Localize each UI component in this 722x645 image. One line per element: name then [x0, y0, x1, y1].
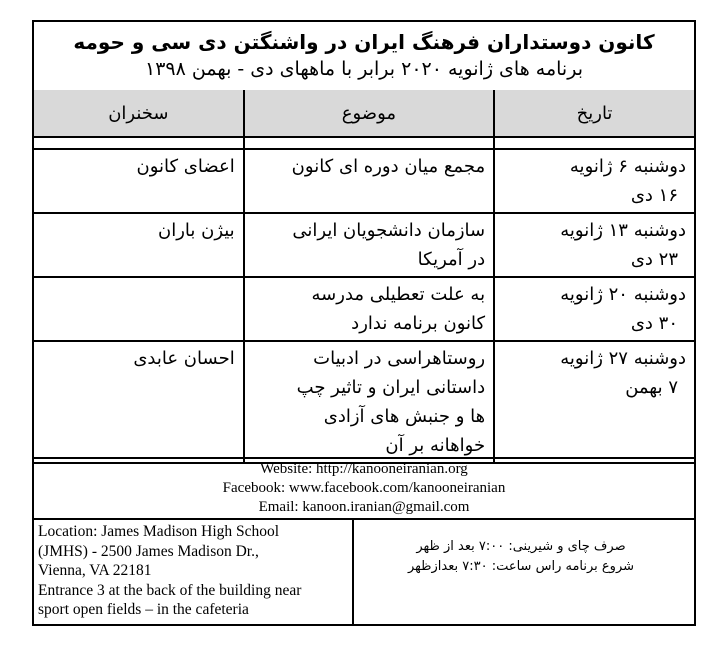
date-cell	[494, 149, 694, 213]
topic-cell	[244, 149, 494, 213]
location-box	[34, 519, 354, 626]
date-persian: ۳۰ دی	[630, 313, 678, 334]
table-row	[34, 213, 694, 277]
date-day: دوشنبه ۲۷ ژانویه	[560, 348, 686, 369]
topic-line: خواهانه بر آن	[385, 435, 486, 456]
topic-line: مجمع میان دوره ای کانون	[291, 156, 486, 177]
topic-cell	[244, 213, 494, 277]
date-persian: ۲۳ دی	[630, 249, 678, 270]
date-day: دوشنبه ۲۰ ژانویه	[560, 284, 686, 305]
table-row	[34, 277, 694, 341]
website-link[interactable]: Website: http://kanooneiranian.org	[260, 461, 468, 477]
location-line: Vienna, VA 22181	[38, 562, 152, 579]
date-day: دوشنبه ۶ ژانویه	[569, 156, 686, 177]
flyer-frame	[32, 20, 696, 626]
topic-line: روستاهراسی در ادبیات	[313, 348, 486, 369]
column-header-date: تاریخ	[494, 90, 694, 137]
title-box	[34, 22, 694, 92]
topic-cell	[244, 341, 494, 463]
contact-box	[34, 457, 694, 520]
bottom-section	[34, 519, 694, 626]
topic-line: داستانی ایران و تاثیر چپ	[296, 377, 486, 398]
topic-line: در آمریکا	[417, 249, 486, 270]
program-start-time: شروع برنامه راس ساعت: ۷:۳۰ بعدازظهر	[407, 559, 635, 574]
tea-time: صرف چای و شیرینی: ۷:۰۰ بعد از ظهر	[416, 539, 626, 554]
speaker-cell: بیژن باران	[34, 213, 244, 277]
date-cell	[494, 213, 694, 277]
location-line: sport open fields – in the cafeteria	[38, 601, 249, 618]
topic-cell	[244, 277, 494, 341]
date-cell	[494, 341, 694, 463]
table-spacer	[34, 137, 694, 149]
date-persian: ۷ بهمن	[625, 377, 678, 398]
schedule-table	[34, 90, 694, 464]
date-persian: ۱۶ دی	[630, 185, 678, 206]
topic-line: کانون برنامه ندارد	[351, 313, 486, 334]
column-header-speaker: سخنران	[34, 90, 244, 137]
topic-line: به علت تعطیلی مدرسه	[311, 284, 486, 305]
table-row	[34, 341, 694, 463]
date-day: دوشنبه ۱۳ ژانویه	[560, 220, 686, 241]
page-title: کانون دوستداران فرهنگ ایران در واشنگتن دی سی و حومه	[73, 30, 655, 54]
facebook-link[interactable]: Facebook: www.facebook.com/kanooneiranian	[222, 480, 506, 496]
location-line: (JMHS) - 2500 James Madison Dr.,	[38, 542, 259, 560]
topic-line: سازمان دانشجویان ایرانی	[292, 220, 486, 241]
page-subtitle: برنامه های ژانویه ۲۰۲۰ برابر با ماههای دی - بهمن ۱۳۹۸	[145, 58, 583, 80]
table-header-row	[34, 90, 694, 137]
speaker-cell: اعضای کانون	[34, 149, 244, 213]
email-link[interactable]: Email: kanoon.iranian@gmail.com	[258, 499, 470, 515]
table-row	[34, 149, 694, 213]
location-line: Entrance 3 at the back of the building near	[38, 581, 302, 599]
topic-line: ها و جنبش های آزادی	[323, 406, 486, 427]
date-cell	[494, 277, 694, 341]
speaker-cell	[34, 277, 244, 341]
column-header-topic: موضوع	[244, 90, 494, 137]
schedule-note	[356, 537, 686, 577]
location-line: Location: James Madison High School	[38, 523, 280, 540]
speaker-cell: احسان عابدی	[34, 341, 244, 463]
